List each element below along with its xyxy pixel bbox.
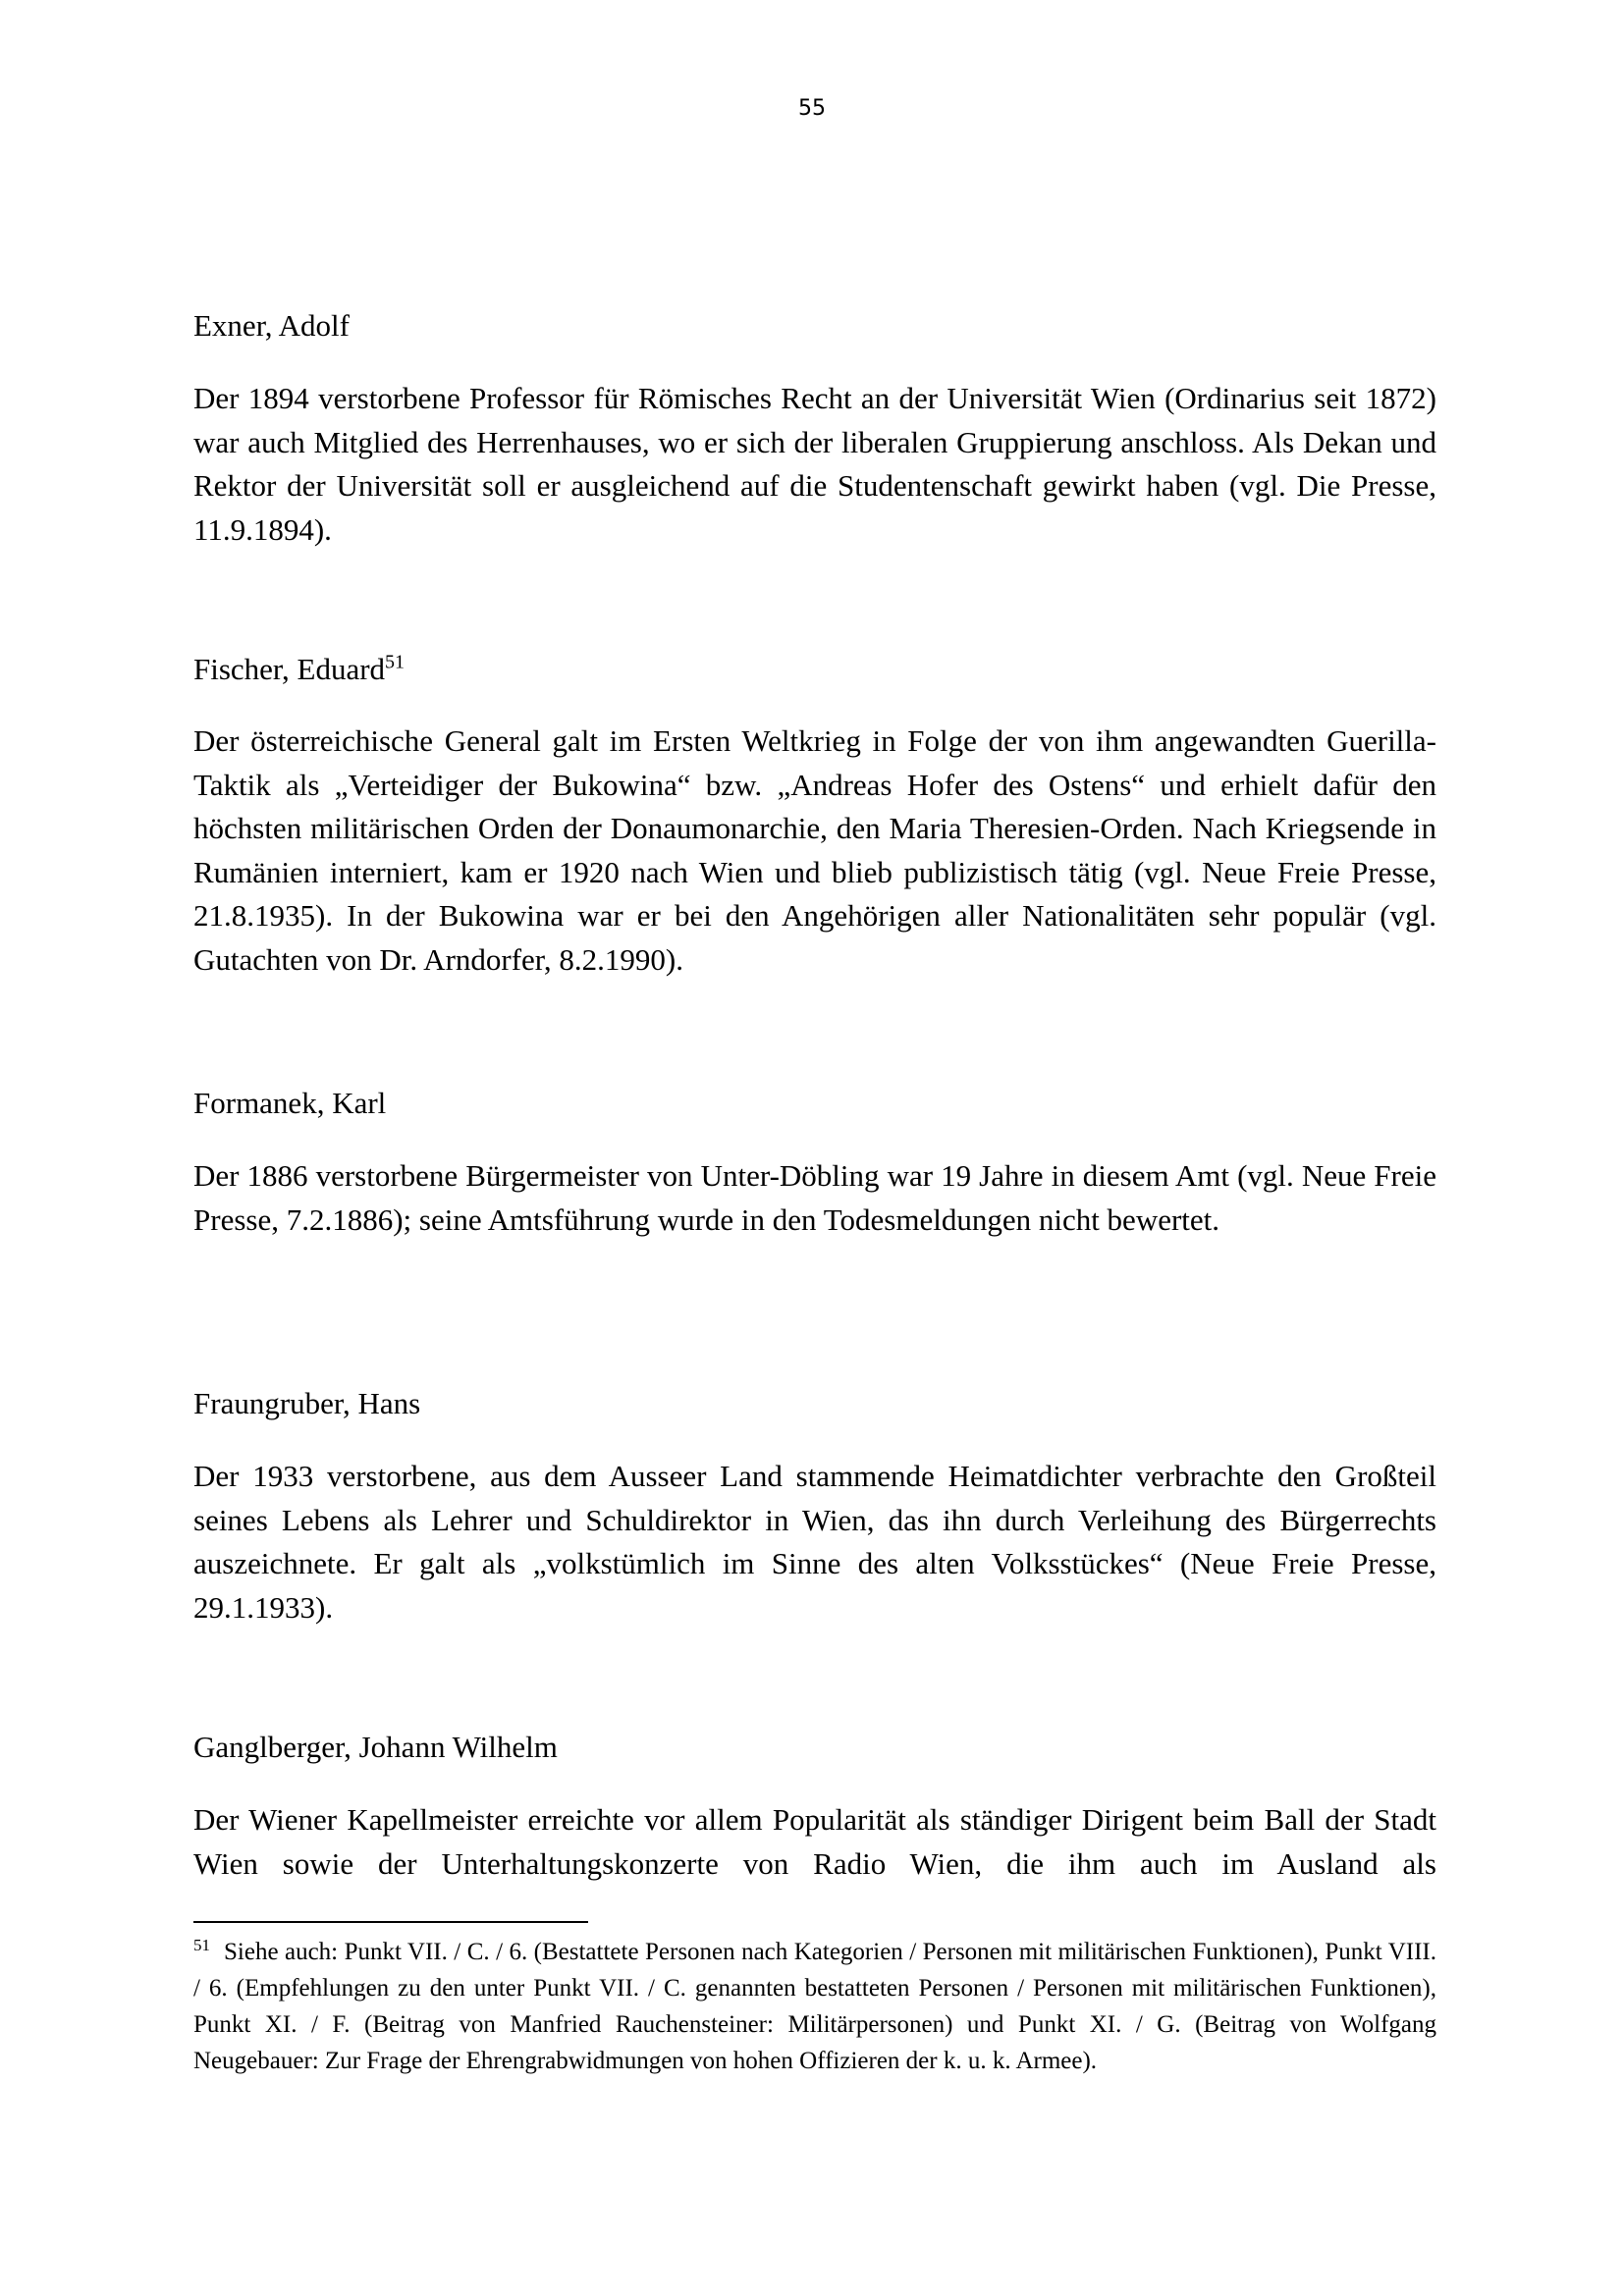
page-number: 55 [798,96,826,121]
footnote-separator [193,1921,588,1923]
footnote-reference[interactable]: 51 [385,651,406,673]
entry-name: Formanek, Karl [193,1086,387,1120]
entry-name: Ganglberger, Johann Wilhelm [193,1730,558,1764]
entry-name: Fischer, Eduard [193,652,386,686]
entry-heading-fraungruber [193,1382,420,1425]
entry-name: Exner, Adolf [193,308,350,343]
entry-heading-formanek [193,1082,386,1125]
entry-heading-exner [193,304,350,347]
entry-text-fraungruber: Der 1933 verstorbene, aus dem Ausseer Land stammende Heimatdichter verbrachte den Großteil seines Lebens als Lehrer und Schuldirektor in Wien, das ihn durch Verleihung des Bürgerrechts auszeichnete. Er galt als „volkstümlich im Sinne des alten Volksstückes“ (Neue Freie Presse, 29.1.1933). [193,1459,1436,1625]
entry-heading-ganglberger [193,1726,558,1769]
footnote-number: 51 [193,1935,210,1954]
footnote-text: Siehe auch: Punkt VII. / C. / 6. (Bestattete Personen nach Kategorien / Personen mit militärischen Funktionen), Punkt VIII. / 6. (Empfehlungen zu den unter Punkt VII. / C. genannten bestatteten Personen / Personen mit militärischen Funktionen), Punkt XI. / F. (Beitrag von Manfried Rauchensteiner: Militärpersonen) und Punkt XI. / G. (Beitrag von Wolfgang Neugebauer: Zur Frage der Ehrengrabwidmungen von hohen Offizieren der k. u. k. Armee). [193,1939,1436,2074]
entry-heading-fischer [193,648,405,691]
entry-text-fischer: Der österreichische General galt im Ersten Weltkrieg in Folge der von ihm angewandten Guerilla-Taktik als „Verteidiger der Bukowina“ bzw. „Andreas Hofer des Ostens“ und erhielt dafür den höchsten militärischen Orden der Donaumonarchie, den Maria Theresien-Orden. Nach Kriegsende in Rumänien interniert, kam er 1920 nach Wien und blieb publizistisch tätig (vgl. Neue Freie Presse, 21.8.1935). In der Bukowina war er bei den Angehörigen aller Nationalitäten sehr populär (vgl. Gutachten von Dr. Arndorfer, 8.2.1990). [193,723,1436,977]
entry-text-ganglberger: Der Wiener Kapellmeister erreichte vor allem Popularität als ständiger Dirigent beim Ball der Stadt Wien sowie der Unterhaltungskonzerte von Radio Wien, die ihm auch im Ausland als [193,1802,1436,1881]
entry-text-formanek: Der 1886 verstorbene Bürgermeister von Unter-Döbling war 19 Jahre in diesem Amt (vgl. Neue Freie Presse, 7.2.1886); seine Amtsführung wurde in den Todesmeldungen nicht bewertet. [193,1158,1436,1237]
entry-name: Fraungruber, Hans [193,1386,421,1420]
footnote [193,1934,1436,2079]
entry-text-exner: Der 1894 verstorbene Professor für Römisches Recht an der Universität Wien (Ordinarius seit 1872) war auch Mitglied des Herrenhauses, wo er sich der liberalen Gruppierung anschloss. Als Dekan und Rektor der Universität soll er ausgleichend auf die Studentenschaft gewirkt haben (vgl. Die Presse, 11.9.1894). [193,381,1436,547]
